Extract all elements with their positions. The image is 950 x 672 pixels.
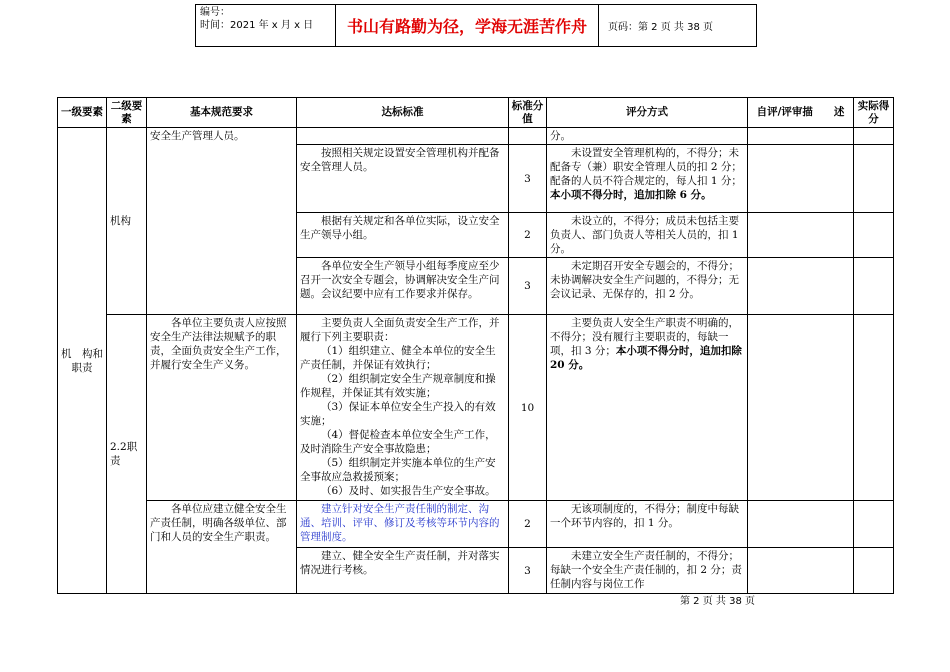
points-cell: 2 (509, 213, 547, 258)
actual-cell (854, 145, 894, 213)
review-cell (748, 213, 854, 258)
actual-cell (854, 128, 894, 145)
standard-cell: 按照相关规定设置安全管理机构并配备安全管理人员。 (297, 145, 509, 213)
scoring-cell: 无该项制度的，不得分；制度中每缺一个环节内容的，扣 1 分。 (547, 501, 748, 548)
number-label: 编号： (200, 7, 230, 18)
scoring-cell (547, 145, 748, 213)
standard-cell (297, 315, 509, 501)
points-cell: 2 (509, 501, 547, 548)
page-header (195, 4, 757, 47)
standard-intro: 主要负责人全面负责安全生产工作，并履行下列主要职责： (300, 317, 500, 343)
scoring-text: 主要负责人安全生产职责不明确的，不得分；没有履行主要职责的，每缺一项，扣 3 分； (550, 317, 739, 357)
page-footer: 第 2 页 共 38 页 (680, 596, 755, 607)
scoring-cell: 未定期召开安全专题会的，不得分；未协调解决安全生产问题的，不得分；无会议记录、无保存的，扣 2 分。 (547, 258, 748, 315)
requirement-cell: 各单位主要负责人应按照安全生产法律法规赋予的职责，全面负责安全生产工作，并履行安全生产义务。 (147, 315, 297, 501)
table-row (58, 315, 894, 501)
actual-cell (854, 548, 894, 594)
actual-cell (854, 213, 894, 258)
standard-cell (297, 128, 509, 145)
standard-item: （4）督促检查本单位安全生产工作，及时消除生产安全事故隐患； (300, 429, 496, 455)
actual-cell (854, 258, 894, 315)
standard-cell: 建立、健全安全生产责任制，并对落实情况进行考核。 (297, 548, 509, 594)
standard-item: （5）组织制定并实施本单位的生产安全事故应急救援预案； (300, 457, 496, 483)
points-cell: 3 (509, 258, 547, 315)
standard-item: （6）及时、如实报告生产安全事故。 (321, 485, 496, 497)
table-header-row (58, 98, 894, 128)
points-cell: 3 (509, 548, 547, 594)
points-cell: 10 (509, 315, 547, 501)
col-header-points: 标准分值 (509, 98, 547, 128)
header-page-label: 页码：第 2 页 共 38 页 (608, 22, 713, 33)
review-cell (748, 548, 854, 594)
scoring-penalty: 本小项不得分时，追加扣除 6 分。 (550, 189, 712, 201)
time-label: 时间：2021 年 x 月 x 日 (200, 20, 314, 31)
header-motto: 书山有路勤为径，学海无涯苦作舟 (336, 5, 599, 46)
review-cell (748, 145, 854, 213)
standards-table (57, 97, 894, 594)
standard-cell: 各单位安全生产领导小组每季度应至少召开一次安全专题会，协调解决安全生产问题。会议纪要中应有工作要求并保存。 (297, 258, 509, 315)
col-header-level1: 一级要素 (58, 98, 107, 128)
standard-item: （3）保证本单位安全生产投入的有效实施； (300, 401, 496, 427)
review-cell (748, 315, 854, 501)
standard-cell: 根据有关规定和各单位实际，设立安全生产领导小组。 (297, 213, 509, 258)
review-cell (748, 128, 854, 145)
col-header-requirement: 基本规范要求 (147, 98, 297, 128)
actual-cell (854, 501, 894, 548)
points-cell (509, 128, 547, 145)
col-header-level2: 二级要素 (107, 98, 147, 128)
requirement-cell: 各单位应建立健全安全生产责任制，明确各级单位、部门和人员的安全生产职责。 (147, 501, 297, 594)
element-jigou: 机构 (107, 128, 147, 315)
scoring-cell (547, 315, 748, 501)
requirement-jigou: 安全生产管理人员。 (147, 128, 297, 315)
scoring-penalty: 本小项不得分时，追加扣除 20 分。 (550, 345, 742, 371)
col-header-review: 自评/评审描 述 (748, 98, 854, 128)
review-cell (748, 501, 854, 548)
scoring-cell: 分。 (547, 128, 748, 145)
standard-item: （2）组织制定安全生产规章制度和操作规程，并保证其有效实施； (300, 373, 496, 399)
element-zhize: 2.2职责 (107, 315, 147, 594)
table-row (58, 128, 894, 145)
scoring-text: 未设置安全管理机构的，不得分；未配备专（兼）职安全管理人员的扣 2 分；配备的人员不符合规定的，每人扣 1 分； (550, 147, 742, 187)
scoring-cell: 未建立安全生产责任制的，不得分；每缺一个安全生产责任制的，扣 2 分；责任制内容与岗位工作 (547, 548, 748, 594)
col-header-actual: 实际得分 (854, 98, 894, 128)
review-cell (748, 258, 854, 315)
points-cell: 3 (509, 145, 547, 213)
col-header-standard: 达标标准 (297, 98, 509, 128)
standard-cell: 建立针对安全生产责任制的制定、沟通、培训、评审、修订及考核等环节内容的管理制度。 (297, 501, 509, 548)
element-level1-cell: 机 构和 职责 (58, 128, 107, 594)
standard-item: （1）组织建立、健全本单位的安全生产责任制，并保证有效执行； (300, 345, 496, 371)
col-header-scoring: 评分方式 (547, 98, 748, 128)
scoring-cell: 未设立的，不得分；成员未包括主要负责人、部门负责人等相关人员的，扣 1 分。 (547, 213, 748, 258)
actual-cell (854, 315, 894, 501)
table-row (58, 501, 894, 548)
header-info-cell (196, 5, 336, 46)
